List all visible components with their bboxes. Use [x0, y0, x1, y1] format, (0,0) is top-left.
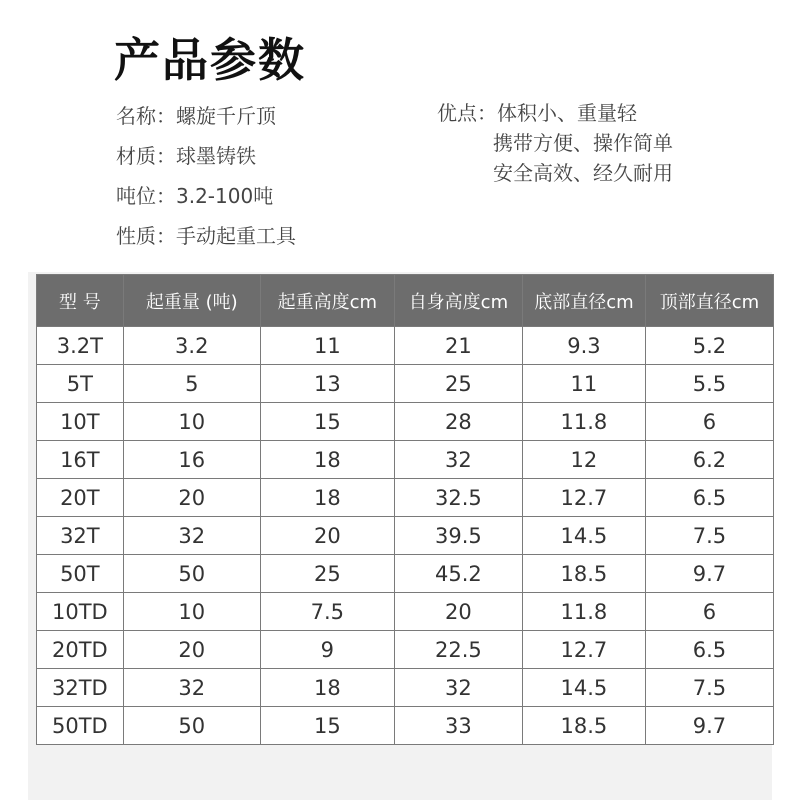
cell-base-diameter: 11.8	[522, 593, 645, 631]
cell-own-height: 28	[394, 403, 522, 441]
cell-model: 5T	[37, 365, 124, 403]
cell-capacity: 50	[123, 707, 260, 745]
cell-model: 3.2T	[37, 327, 124, 365]
cell-own-height: 21	[394, 327, 522, 365]
cell-base-diameter: 11.8	[522, 403, 645, 441]
cell-capacity: 16	[123, 441, 260, 479]
cell-capacity: 3.2	[123, 327, 260, 365]
cell-base-diameter: 11	[522, 365, 645, 403]
cell-base-diameter: 9.3	[522, 327, 645, 365]
cell-lift-height: 9	[260, 631, 394, 669]
advantage-line: 安全高效、经久耐用	[493, 161, 673, 185]
cell-model: 20T	[37, 479, 124, 517]
page-title: 产品参数	[114, 33, 306, 87]
table-header-row	[37, 275, 774, 327]
cell-lift-height: 15	[260, 403, 394, 441]
cell-top-diameter: 5.5	[645, 365, 773, 403]
table-row	[37, 365, 774, 403]
cell-own-height: 20	[394, 593, 522, 631]
table-row	[37, 403, 774, 441]
cell-lift-height: 7.5	[260, 593, 394, 631]
cell-own-height: 32	[394, 441, 522, 479]
cell-top-diameter: 5.2	[645, 327, 773, 365]
cell-own-height: 45.2	[394, 555, 522, 593]
cell-base-diameter: 12.7	[522, 631, 645, 669]
cell-capacity: 10	[123, 403, 260, 441]
cell-model: 50TD	[37, 707, 124, 745]
cell-own-height: 32.5	[394, 479, 522, 517]
table-row	[37, 479, 774, 517]
cell-base-diameter: 12	[522, 441, 645, 479]
table-body	[37, 327, 774, 745]
cell-capacity: 5	[123, 365, 260, 403]
cell-capacity: 32	[123, 669, 260, 707]
advantages-list	[437, 98, 673, 188]
cell-capacity: 20	[123, 631, 260, 669]
cell-lift-height: 20	[260, 517, 394, 555]
cell-model: 32T	[37, 517, 124, 555]
cell-model: 10T	[37, 403, 124, 441]
spec-material: 材质：球墨铸铁	[116, 144, 256, 168]
table-row	[37, 555, 774, 593]
advantage-line: 携带方便、操作简单	[493, 131, 673, 155]
cell-top-diameter: 7.5	[645, 517, 773, 555]
cell-top-diameter: 6.5	[645, 631, 773, 669]
cell-lift-height: 18	[260, 479, 394, 517]
cell-lift-height: 18	[260, 441, 394, 479]
cell-lift-height: 15	[260, 707, 394, 745]
cell-lift-height: 18	[260, 669, 394, 707]
cell-model: 32TD	[37, 669, 124, 707]
cell-model: 16T	[37, 441, 124, 479]
cell-lift-height: 13	[260, 365, 394, 403]
header-own-height: 自身高度cm	[394, 275, 522, 327]
table-row	[37, 517, 774, 555]
cell-capacity: 32	[123, 517, 260, 555]
cell-capacity: 10	[123, 593, 260, 631]
cell-own-height: 39.5	[394, 517, 522, 555]
cell-base-diameter: 18.5	[522, 555, 645, 593]
spec-type: 性质：手动起重工具	[116, 224, 296, 248]
header-top-diameter: 顶部直径cm	[645, 275, 773, 327]
table-row	[37, 669, 774, 707]
spec-name: 名称：螺旋千斤顶	[116, 104, 276, 128]
table-row	[37, 593, 774, 631]
cell-top-diameter: 7.5	[645, 669, 773, 707]
table-row	[37, 631, 774, 669]
table-row	[37, 441, 774, 479]
cell-top-diameter: 6	[645, 403, 773, 441]
cell-base-diameter: 12.7	[522, 479, 645, 517]
header-capacity: 起重量 (吨)	[123, 275, 260, 327]
cell-top-diameter: 6	[645, 593, 773, 631]
header-lift-height: 起重高度cm	[260, 275, 394, 327]
spec-tonnage: 吨位：3.2-100吨	[116, 184, 274, 208]
cell-lift-height: 25	[260, 555, 394, 593]
table-row	[37, 707, 774, 745]
parameter-table	[36, 274, 774, 745]
header-model: 型 号	[37, 275, 124, 327]
cell-top-diameter: 6.2	[645, 441, 773, 479]
cell-top-diameter: 6.5	[645, 479, 773, 517]
cell-own-height: 22.5	[394, 631, 522, 669]
cell-base-diameter: 14.5	[522, 669, 645, 707]
cell-own-height: 32	[394, 669, 522, 707]
cell-own-height: 25	[394, 365, 522, 403]
cell-capacity: 20	[123, 479, 260, 517]
header-base-diameter: 底部直径cm	[522, 275, 645, 327]
spec-list	[116, 98, 296, 258]
cell-top-diameter: 9.7	[645, 555, 773, 593]
cell-base-diameter: 14.5	[522, 517, 645, 555]
cell-model: 20TD	[37, 631, 124, 669]
cell-top-diameter: 9.7	[645, 707, 773, 745]
cell-model: 50T	[37, 555, 124, 593]
cell-base-diameter: 18.5	[522, 707, 645, 745]
cell-own-height: 33	[394, 707, 522, 745]
advantage-line: 优点：体积小、重量轻	[437, 101, 637, 125]
cell-capacity: 50	[123, 555, 260, 593]
cell-model: 10TD	[37, 593, 124, 631]
cell-lift-height: 11	[260, 327, 394, 365]
table-row	[37, 327, 774, 365]
